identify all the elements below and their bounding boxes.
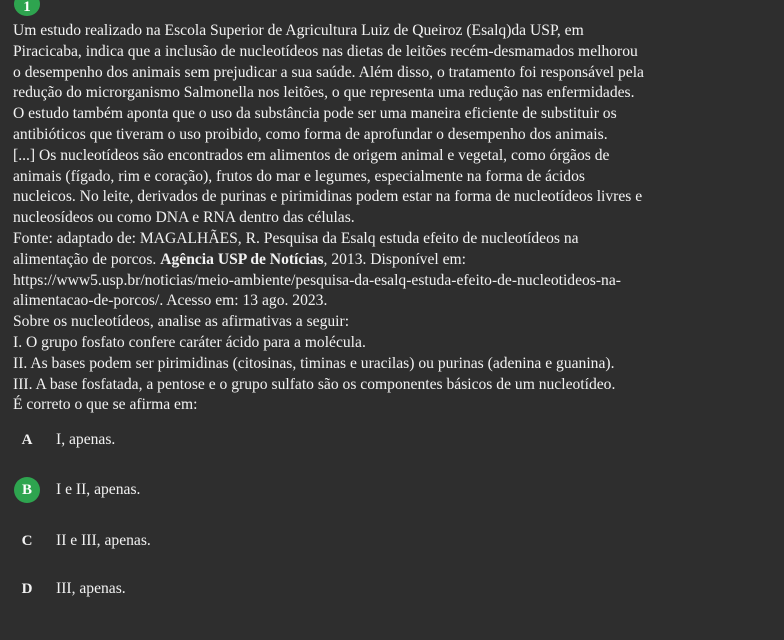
text-line: [...] Os nucleotídeos são encontrados em alimentos de origem animal e vegetal, como órgãos de — [13, 146, 610, 164]
option-label-a: I, apenas. — [56, 431, 116, 448]
option-label-c: II e III, apenas. — [56, 532, 151, 549]
source-line: Fonte: adaptado de: MAGALHÃES, R. Pesquisa da Esalq estuda efeito de nucleotídeos na — [13, 229, 579, 247]
text-line: Piracicaba, indica que a inclusão de nucleotídeos nas dietas de leitões recém-desmamados melhorou — [13, 42, 638, 60]
source-suffix: , 2013. Disponível em: — [323, 250, 467, 268]
text-line: redução do microrganismo Salmonella nos leitões, o que representa uma redução nas enfermidades. — [13, 84, 635, 102]
text-line: nucleicos. No leite, derivados de purinas e pirimidinas podem estar na forma de nucleotídeos livres e — [13, 188, 643, 206]
option-letter-a: A — [21, 431, 33, 448]
prompt-line: Sobre os nucleotídeos, analise as afirmativas a seguir: — [13, 313, 350, 331]
question-text — [13, 21, 773, 416]
text-line: O estudo também aponta que o uso da substância pode ser uma maneira eficiente de substituir os — [13, 105, 617, 123]
option-a[interactable] — [14, 427, 314, 453]
option-label-d: III, apenas. — [56, 580, 126, 597]
source-url-line: https://www5.usp.br/noticias/meio-ambiente/pesquisa-da-esalq-estuda-efeito-de-nucleotideos-na- — [13, 271, 621, 289]
question-number-badge: 1 — [14, 0, 40, 16]
statement-3: III. A base fosfatada, a pentose e o grupo sulfato são os componentes básicos de um nucleotídeo. — [13, 375, 616, 393]
text-line: Um estudo realizado na Escola Superior de Agricultura Luiz de Queiroz (Esalq)da USP, em — [13, 22, 584, 39]
source-prefix: alimentação de porcos. — [13, 250, 161, 268]
text-line: nucleosídeos ou como DNA e RNA dentro das células. — [13, 209, 355, 227]
statement-1: I. O grupo fosfato confere caráter ácido para a molécula. — [13, 333, 366, 351]
option-letter-b-selected: B — [14, 477, 40, 503]
option-letter-c: C — [21, 532, 33, 549]
option-letter-d: D — [21, 580, 33, 597]
text-line: o desempenho dos animais sem prejudicar a sua saúde. Além disso, o tratamento foi responsável pela — [13, 63, 644, 81]
question-prompt: É correto o que se afirma em: — [13, 396, 198, 414]
option-b[interactable] — [14, 477, 314, 503]
source-line-2 — [13, 250, 773, 271]
option-d[interactable] — [14, 576, 314, 602]
source-url-line: alimentacao-de-porcos/. Acesso em: 13 ago. 2023. — [13, 292, 328, 310]
text-line: antibióticos que tiveram o uso proibido, como forma de aprofundar o desempenho dos animais. — [13, 125, 608, 143]
source-publication: Agência USP de Notícias — [160, 250, 324, 268]
statement-2: II. As bases podem ser pirimidinas (citosinas, timinas e uracilas) ou purinas (adenina e guanina). — [13, 354, 615, 372]
option-label-b: I e II, apenas. — [56, 481, 141, 498]
option-c[interactable] — [14, 528, 314, 554]
text-line: animais (fígado, rim e coração), frutos do mar e legumes, especialmente na forma de ácidos — [13, 167, 585, 185]
